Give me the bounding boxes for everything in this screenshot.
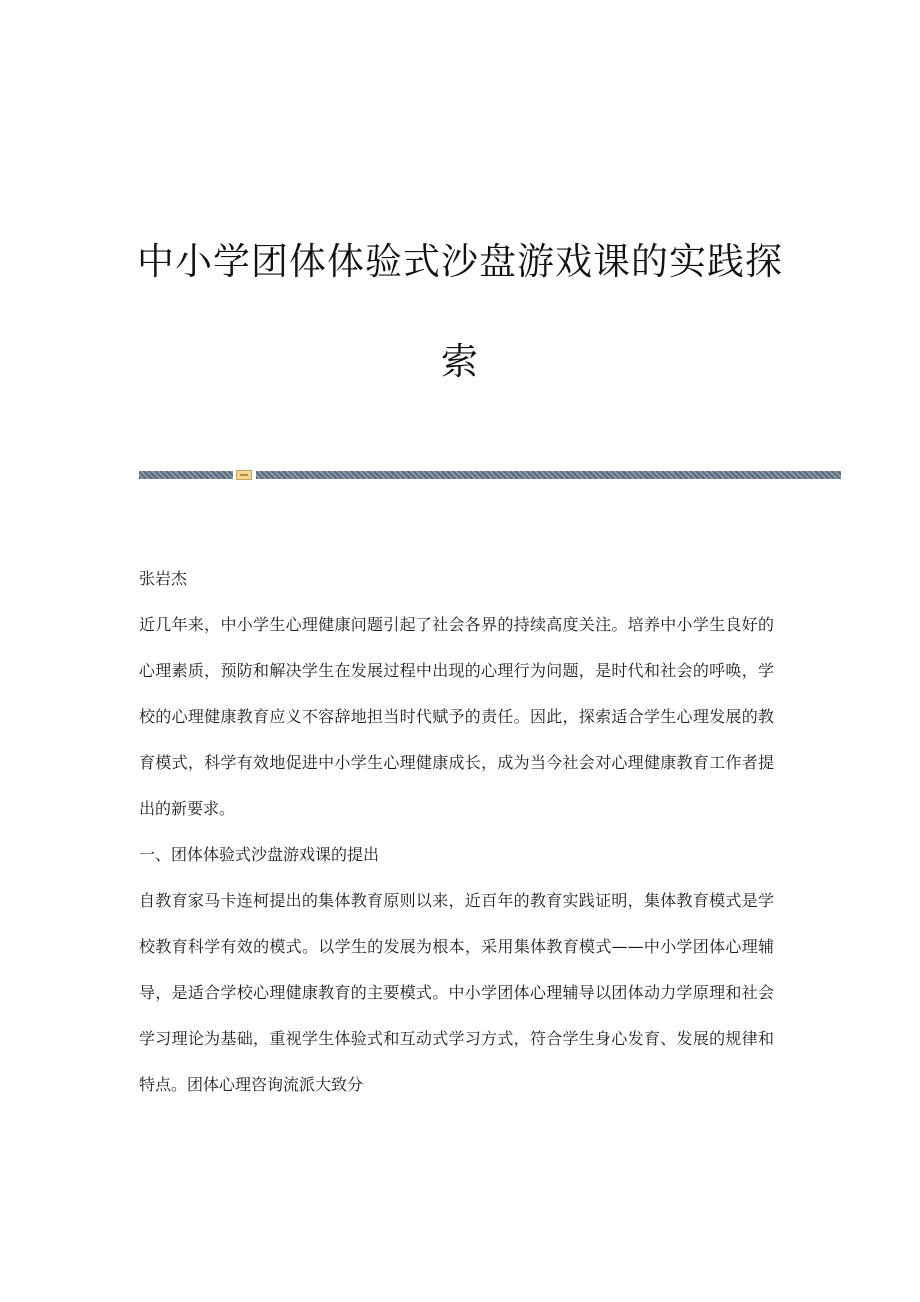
divider-bar-right (256, 471, 841, 479)
author-name: 张岩杰 (139, 569, 188, 588)
section-heading: 一、团体体验式沙盘游戏课的提出 (139, 845, 380, 864)
paragraph-section-1: 自教育家马卡连柯提出的集体教育原则以来，近百年的教育实践证明，集体教育模式是学校教育科学有效的模式。以学生的发展为根本，采用集体教育模式——中小学团体心理辅导，是适合学校心理健康教育的主要模式。中小学团体心理辅导以团体动力学原理和社会学习理论为基础，重视学生体验式和互动式学习方式，符合学生身心发育、发展的规律和特点。团体心理咨询流派大致分 (139, 891, 774, 1094)
paragraph-intro: 近几年来，中小学生心理健康问题引起了社会各界的持续高度关注。培养中小学生良好的心理素质，预防和解决学生在发展过程中出现的心理行为问题，是时代和社会的呼唤，学校的心理健康教育应义不容辞地担当时代赋予的责任。因此，探索适合学生心理发展的教育模式，科学有效地促进中小学生心理健康成长，成为当今社会对心理健康教育工作者提出的新要求。 (139, 615, 774, 818)
document-title: 中小学团体体验式沙盘游戏课的实践探索 (137, 240, 783, 383)
divider-ornament-icon (236, 470, 252, 480)
title-divider (139, 471, 841, 481)
divider-bar-left (139, 471, 233, 479)
document-body (139, 556, 774, 1108)
